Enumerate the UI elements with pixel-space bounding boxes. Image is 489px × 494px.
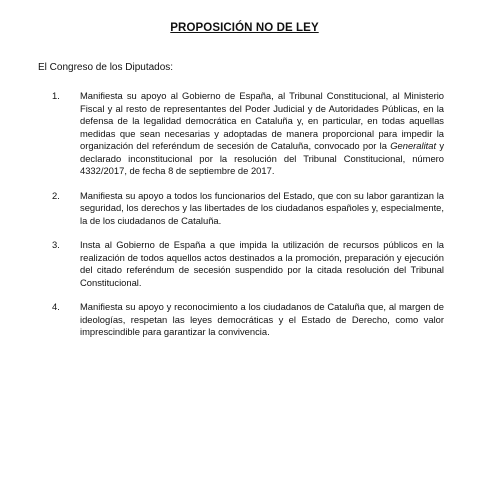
item-text (80, 301, 444, 339)
item-text (80, 239, 444, 289)
list-item (52, 301, 444, 339)
item-number: 1. (52, 90, 60, 101)
item-number: 4. (52, 301, 60, 312)
item-text (80, 90, 444, 178)
item-text (80, 190, 444, 228)
item-text-part: y declarado inconstitucional por la resolución del Tribunal Constitucional, número 4332/2017, de fecha 8 de septiembre de 2017. (80, 140, 445, 176)
list-item (52, 239, 444, 289)
item-number: 2. (52, 189, 60, 201)
document-title: PROPOSICIÓN NO DE LEY (170, 22, 319, 34)
item-text-part: Insta al Gobierno de España a que impida la utilización de recursos públicos en la realización de todos aquellos actos destinados a la promoción, preparación y ejecución del citado referéndum de secesión suspendido por la citada resolución del Tribunal Constitucional. (80, 239, 444, 288)
list-item (52, 90, 444, 178)
item-number: 3. (52, 239, 60, 250)
list-item (52, 190, 444, 228)
resolution-list (52, 90, 444, 351)
item-text-part: Manifiesta su apoyo y reconocimiento a los ciudadanos de Cataluña que, al margen de ideologías, respetan las leyes democráticas y el Estado de Derecho, como valor imprescindible para garantizar la convivencia. (80, 301, 444, 337)
addressee-line: El Congreso de los Diputados: (38, 62, 174, 73)
item-text-italic: Generalitat (390, 140, 437, 151)
item-text-part: Manifiesta su apoyo a todos los funcionarios del Estado, que con su labor garantizan la seguridad, los derechos y las libertades de los ciudadanos españoles y, especialmente, la de los ciudadanos de Cataluña. (80, 189, 444, 226)
item-text-part: Manifiesta su apoyo al Gobierno de España, al Tribunal Constitucional, al Ministerio Fiscal y al resto de representantes del Poder Judicial y de Autoridades Públicas, en la defensa de la legalidad democrática en Cataluña y, en particular, en todas aquellas medidas que sean necesarias y adoptadas de manera proporcional para impedir la organización del referéndum de secesión de Cataluña, convocado por la (80, 90, 444, 151)
